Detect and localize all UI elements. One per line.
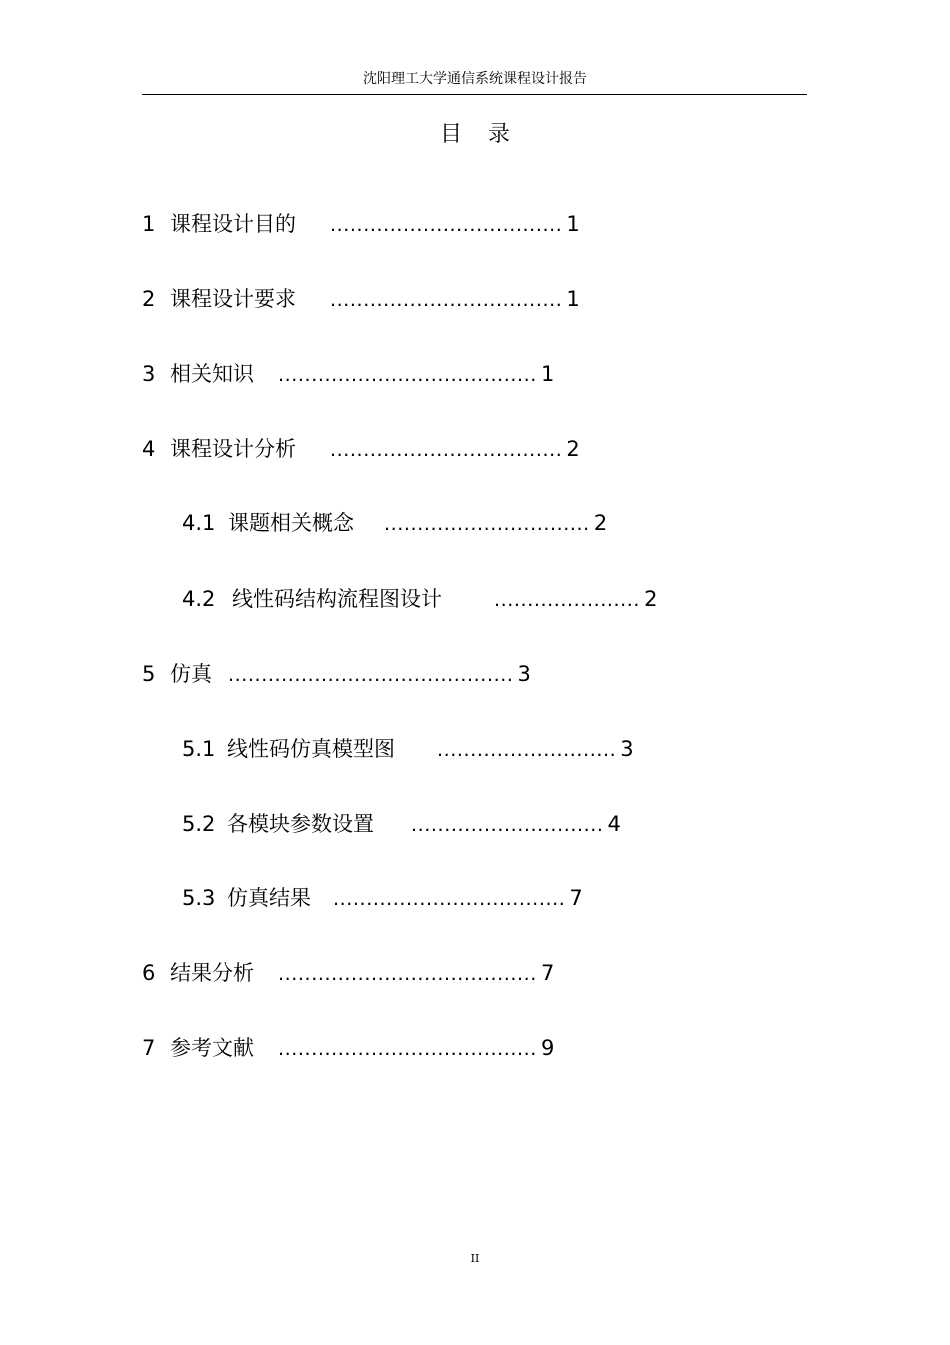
toc-entry-label: 课题相关概念: [228, 511, 354, 535]
toc-entry-number: 4: [142, 437, 156, 461]
toc-entry-page: 2: [593, 511, 608, 535]
toc-entry[interactable]: [182, 883, 583, 913]
toc-entry-page: 1: [566, 287, 580, 311]
toc-entry-page: 1: [540, 362, 555, 386]
toc-entry-label: 仿真结果: [227, 886, 311, 910]
toc-entry-number: 7: [142, 1036, 156, 1060]
toc-entry-leader: ...................................: [330, 439, 563, 461]
toc-entry-leader: ...........................................: [228, 664, 514, 686]
toc-entry-page: 4: [607, 812, 621, 836]
toc-entry-number: 2: [142, 287, 156, 311]
toc-entry-number: 5.1: [182, 737, 216, 761]
toc-entry-page: 9: [540, 1036, 555, 1060]
toc-entry-leader: ...........................: [437, 739, 617, 761]
toc-entry-page: 2: [644, 587, 658, 611]
toc-entry-number: 3: [142, 362, 156, 386]
toc-entry-label: 参考文献: [170, 1036, 254, 1060]
toc-entry-label: 相关知识: [170, 362, 254, 386]
toc-entry[interactable]: [142, 209, 580, 239]
toc-entry-leader: ......................: [494, 589, 641, 611]
toc-entry-page: 7: [540, 961, 555, 985]
toc-entry-leader: ...................................: [333, 888, 566, 910]
toc-entry-number: 5.2: [182, 812, 216, 836]
toc-entry-label: 课程设计分析: [170, 437, 296, 461]
toc-entry-page: 3: [517, 662, 531, 686]
toc-entry[interactable]: [142, 359, 554, 389]
footer-page-number: II: [470, 1252, 480, 1265]
toc-entry-leader: .......................................: [278, 963, 537, 985]
toc-entry[interactable]: [142, 659, 531, 689]
toc-entry-label: 结果分析: [170, 961, 254, 985]
toc-entry[interactable]: [142, 284, 580, 314]
toc-entry-label: 各模块参数设置: [227, 812, 374, 836]
toc-entry-number: 6: [142, 961, 156, 985]
toc-entry-label: 课程设计要求: [170, 287, 296, 311]
toc-entry-page: 1: [566, 212, 580, 236]
toc-entry-leader: .......................................: [278, 364, 537, 386]
toc-title: 目录: [439, 122, 536, 147]
toc-entry[interactable]: [182, 809, 621, 839]
toc-entry[interactable]: [182, 584, 657, 614]
toc-entry-label: 仿真: [170, 662, 212, 686]
toc-entry[interactable]: [142, 1033, 554, 1063]
toc-entry-leader: ...............................: [384, 513, 590, 535]
toc-entry[interactable]: [182, 734, 634, 764]
toc-entry-number: 5: [142, 662, 156, 686]
toc-entry-number: 1: [142, 212, 156, 236]
toc-entry-number: 4.2: [182, 587, 216, 611]
toc-entry-page: 2: [566, 437, 580, 461]
toc-entry[interactable]: [142, 958, 554, 988]
toc-entry-page: 3: [620, 737, 634, 761]
toc-entry-number: 5.3: [182, 886, 216, 910]
toc-entry-leader: .......................................: [278, 1038, 537, 1060]
toc-entry-leader: .............................: [411, 814, 604, 836]
toc-entry-leader: ...................................: [330, 214, 563, 236]
header-rule: [142, 94, 807, 95]
toc-entry-label: 线性码结构流程图设计: [232, 587, 442, 611]
toc-entry-label: 线性码仿真模型图: [227, 737, 395, 761]
toc-entry-number: 4.1: [182, 511, 216, 535]
toc-entry[interactable]: [182, 508, 607, 538]
toc-entry-leader: ...................................: [330, 289, 563, 311]
toc-entry[interactable]: [142, 434, 580, 464]
toc-entry-page: 7: [569, 886, 583, 910]
toc-entry-label: 课程设计目的: [170, 212, 296, 236]
running-header: 沈阳理工大学通信系统课程设计报告: [363, 71, 587, 87]
